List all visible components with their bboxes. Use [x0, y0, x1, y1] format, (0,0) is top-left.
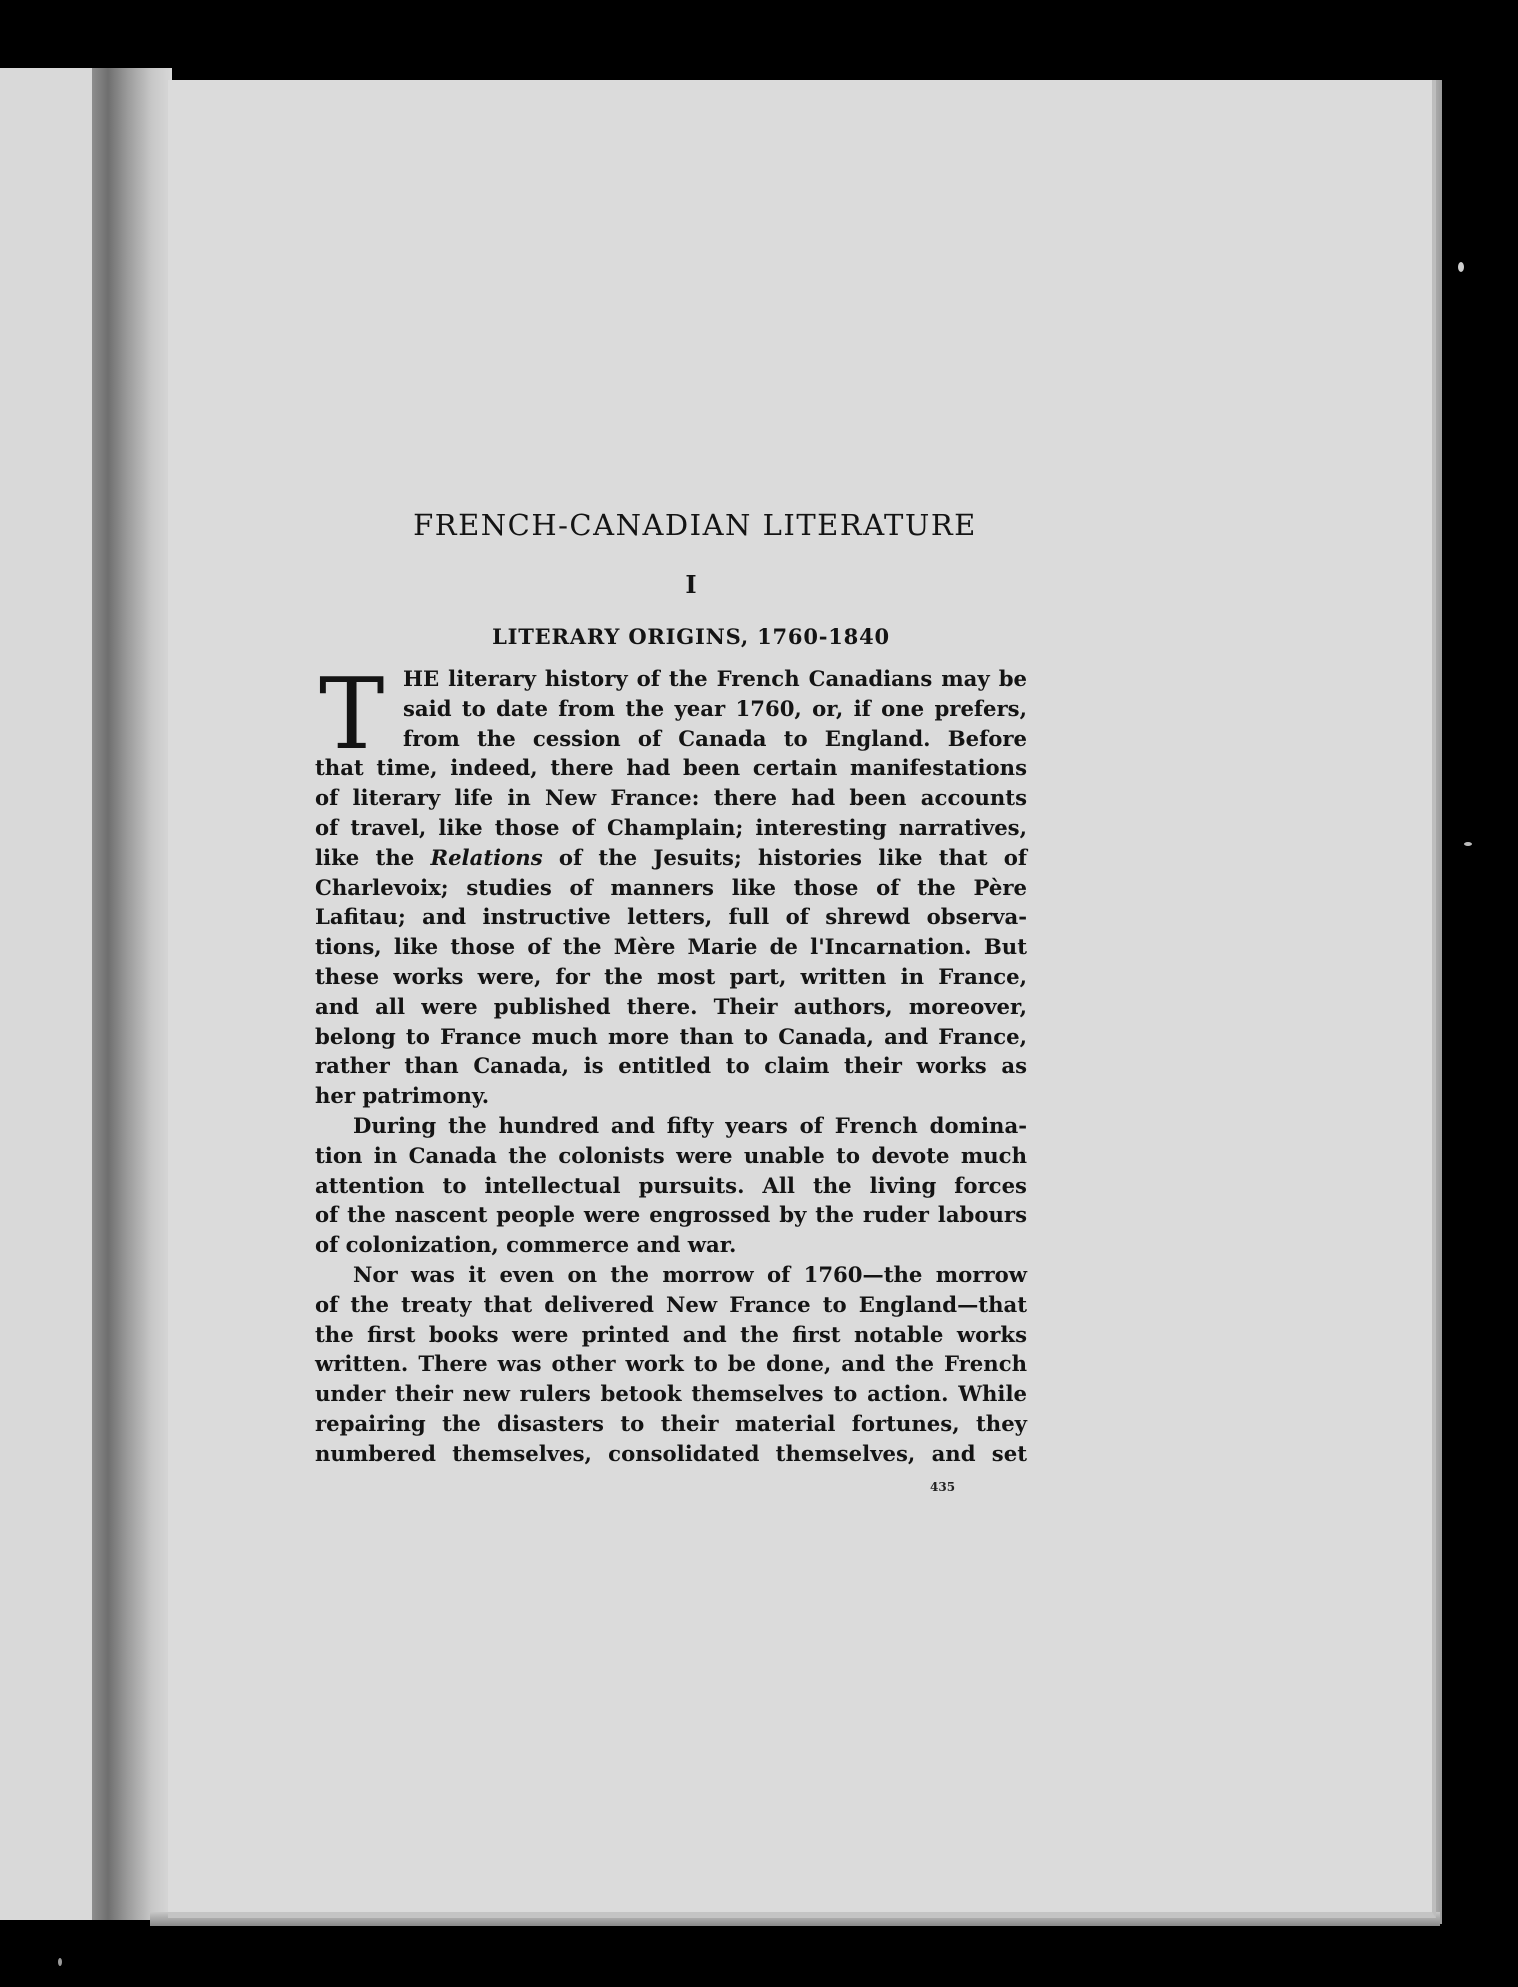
- text-line: written. There was other work to be done, and the French: [315, 1351, 1027, 1377]
- text-line: belong to France much more than to Canada, and France,: [315, 1023, 1027, 1049]
- text-line: attention to intellectual pursuits. All the living forces: [315, 1172, 1027, 1198]
- text-line: of colonization, commerce and war.: [315, 1232, 737, 1258]
- page-title: FRENCH-CANADIAN LITERATURE: [413, 508, 977, 542]
- scan-speck: [1464, 842, 1472, 846]
- text-line: of literary life in New France: there had been accounts: [315, 785, 1027, 811]
- previous-page-edge: [0, 68, 92, 1920]
- book-gutter-shadow: [92, 68, 172, 1920]
- chapter-number: I: [685, 570, 697, 599]
- scan-speck: [58, 1958, 62, 1966]
- text-line: of the nascent people were engrossed by the ruder labours: [315, 1202, 1027, 1228]
- text-line: Charlevoix; studies of manners like those of the Père: [315, 874, 1027, 900]
- page-content: [315, 505, 1027, 1469]
- text-line: HE literary history of the French Canadians may be: [403, 666, 1027, 691]
- page-number: 435: [930, 1480, 956, 1494]
- text-line: these works were, for the most part, written in France,: [315, 963, 1027, 989]
- text-line: numbered themselves, consolidated themselves, and set: [315, 1440, 1027, 1466]
- text-line: of travel, like those of Champlain; interesting narratives,: [315, 814, 1027, 840]
- text-line: Nor was it even on the morrow of 1760—the morrow: [353, 1261, 1027, 1287]
- text-line: tions, like those of the Mère Marie de l'Incarnation. But: [315, 934, 1027, 960]
- drop-cap: T: [319, 658, 385, 772]
- text-line: under their new rulers betook themselves to action. While: [315, 1381, 1027, 1407]
- text-line: During the hundred and fifty years of French domina-: [353, 1112, 1027, 1138]
- text-line: that time, indeed, there had been certain manifestations: [315, 755, 1027, 781]
- text-line: her patrimony.: [315, 1083, 490, 1109]
- scan-speck: [1458, 262, 1464, 272]
- chapter-title: LITERARY ORIGINS, 1760-1840: [492, 624, 890, 649]
- text-line: and all were published there. Their authors, moreover,: [315, 993, 1027, 1019]
- text-line: from the cession of Canada to England. Before: [403, 725, 1027, 751]
- text-line: of the treaty that delivered New France to England—that: [315, 1291, 1027, 1317]
- text-line: the first books were printed and the first notable works: [315, 1321, 1027, 1347]
- text-line: repairing the disasters to their material fortunes, they: [315, 1410, 1027, 1436]
- text-line: rather than Canada, is entitled to claim their works as: [315, 1053, 1027, 1079]
- text-line: said to date from the year 1760, or, if one prefers,: [403, 695, 1027, 721]
- text-line: like the Relations of the Jesuits; histories like that of: [315, 844, 1027, 870]
- text-line: Lafitau; and instructive letters, full of shrewd observa-: [315, 904, 1027, 930]
- body-text: [315, 658, 1027, 1469]
- text-line: tion in Canada the colonists were unable to devote much: [315, 1142, 1027, 1168]
